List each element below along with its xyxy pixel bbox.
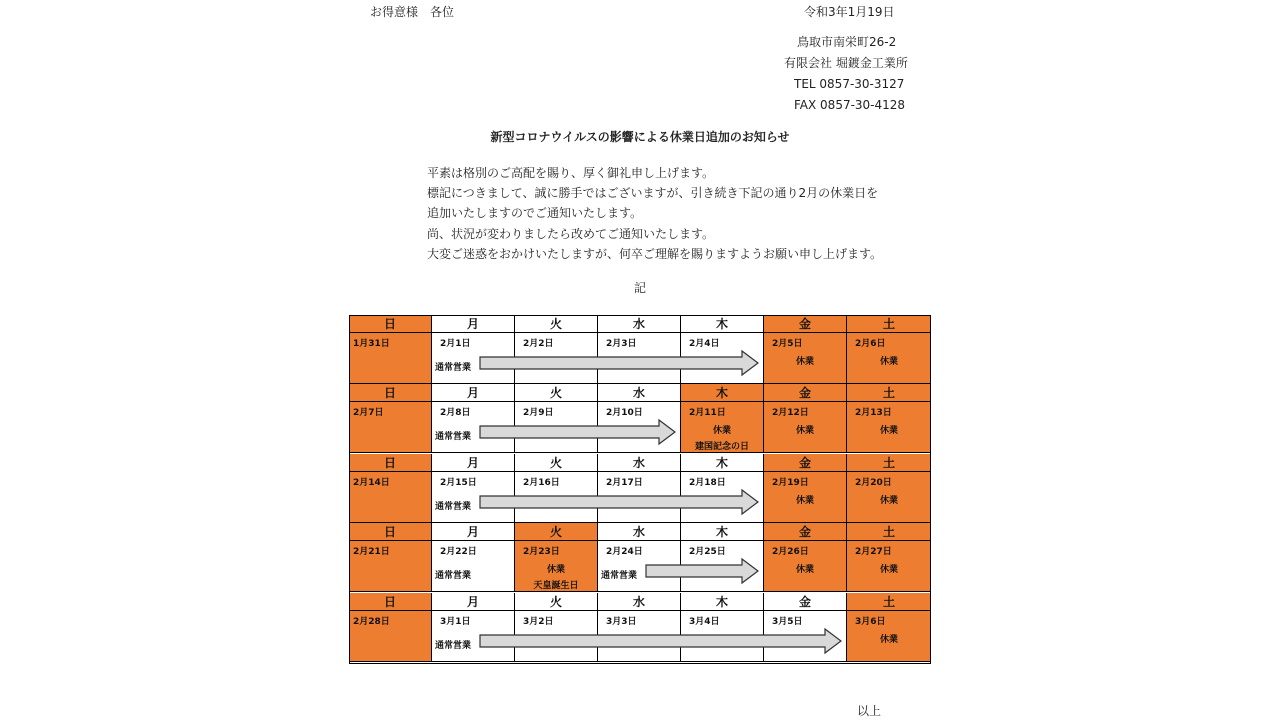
day-date: 2月1日	[440, 339, 471, 349]
day-date: 2月15日	[440, 478, 477, 488]
weekday-header: 金	[764, 593, 847, 611]
weekday-header: 金	[764, 454, 847, 472]
open-day-cell	[432, 541, 515, 592]
normal-operation-arrow	[645, 557, 760, 585]
closed-day-cell	[847, 333, 931, 384]
document-date: 令和3年1月19日	[804, 5, 895, 19]
weekday-header: 火	[515, 454, 598, 472]
notice-title: 新型コロナウイルスの影響による休業日追加のお知らせ	[490, 130, 790, 144]
day-date: 2月17日	[606, 478, 643, 488]
weekday-header: 土	[847, 593, 931, 611]
weekday-header: 水	[598, 593, 681, 611]
closed-day-cell	[764, 402, 847, 453]
normal-operation-arrow	[479, 627, 843, 655]
closed-day-cell	[681, 402, 764, 453]
closed-day-cell	[847, 472, 931, 523]
closure-label: 休業	[712, 426, 731, 436]
body-line: 平素は格別のご高配を賜り、厚く御礼申し上げます。	[427, 166, 715, 180]
weekday-header: 水	[598, 523, 681, 541]
day-date: 2月24日	[606, 547, 643, 557]
weekday-header: 木	[681, 454, 764, 472]
day-date: 2月20日	[855, 478, 892, 488]
weekday-header: 月	[432, 384, 515, 402]
weekday-header: 水	[598, 315, 681, 333]
normal-operation-arrow	[479, 349, 760, 377]
day-date: 2月9日	[523, 408, 554, 418]
closed-day-cell	[349, 472, 432, 523]
recipient-line: お得意様 各位	[370, 5, 455, 19]
weekday-header: 火	[515, 384, 598, 402]
day-date: 1月31日	[353, 339, 390, 349]
ki-marker: 記	[634, 281, 647, 295]
closure-label: 休業	[795, 496, 814, 506]
weekday-header: 水	[598, 454, 681, 472]
weekday-header: 土	[847, 315, 931, 333]
day-date: 2月5日	[772, 339, 803, 349]
closure-label: 休業	[795, 426, 814, 436]
day-date: 3月5日	[772, 617, 803, 627]
closed-day-cell	[847, 541, 931, 592]
day-date: 2月11日	[689, 408, 726, 418]
closed-day-cell	[764, 333, 847, 384]
weekday-header: 土	[847, 523, 931, 541]
sender-company: 有限会社 堀鍍金工業所	[784, 56, 908, 70]
sender-address: 鳥取市南栄町26-2	[797, 35, 897, 49]
weekday-header: 日	[349, 593, 432, 611]
body-line: 追加いたしますのでご通知いたします。	[427, 206, 643, 220]
normal-operation-label: 通常営業	[435, 502, 472, 512]
closed-day-cell	[764, 472, 847, 523]
body-line: 大変ご迷惑をおかけいたしますが、何卒ご理解を賜りますようお願い申し上げます。	[427, 247, 883, 261]
day-date: 2月21日	[353, 547, 390, 557]
weekday-header: 土	[847, 384, 931, 402]
weekday-header: 木	[681, 315, 764, 333]
normal-operation-label: 通常営業	[435, 432, 472, 442]
closing-mark: 以上	[857, 704, 882, 718]
weekday-header: 月	[432, 523, 515, 541]
weekday-header: 木	[681, 384, 764, 402]
closed-day-cell	[847, 611, 931, 662]
weekday-header: 金	[764, 315, 847, 333]
day-date: 2月8日	[440, 408, 471, 418]
day-date: 2月26日	[772, 547, 809, 557]
day-date: 2月7日	[353, 408, 384, 418]
weekday-header: 日	[349, 523, 432, 541]
normal-operation-label: 通常営業	[601, 571, 638, 581]
day-date: 2月22日	[440, 547, 477, 557]
closed-day-cell	[349, 611, 432, 662]
closure-label: 休業	[546, 565, 565, 575]
closure-label: 休業	[879, 496, 898, 506]
day-date: 2月4日	[689, 339, 720, 349]
closed-day-cell	[764, 541, 847, 592]
day-date: 2月3日	[606, 339, 637, 349]
weekday-header: 火	[515, 593, 598, 611]
closed-day-cell	[349, 333, 432, 384]
day-date: 3月4日	[689, 617, 720, 627]
day-date: 3月6日	[855, 617, 886, 627]
closed-day-cell	[515, 541, 598, 592]
closed-day-cell	[349, 402, 432, 453]
closure-label: 休業	[879, 357, 898, 367]
day-date: 2月12日	[772, 408, 809, 418]
weekday-header: 金	[764, 384, 847, 402]
holiday-name: 天皇誕生日	[533, 581, 579, 591]
day-date: 2月6日	[855, 339, 886, 349]
weekday-header: 月	[432, 454, 515, 472]
day-date: 2月13日	[855, 408, 892, 418]
weekday-header: 日	[349, 454, 432, 472]
day-date: 2月25日	[689, 547, 726, 557]
weekday-header: 木	[681, 593, 764, 611]
weekday-header: 木	[681, 523, 764, 541]
day-date: 3月2日	[523, 617, 554, 627]
body-line: 尚、状況が変わりましたら改めてご通知いたします。	[427, 227, 715, 241]
day-date: 3月3日	[606, 617, 637, 627]
sender-tel: TEL 0857-30-3127	[794, 77, 905, 91]
normal-operation-arrow	[479, 418, 677, 446]
day-date: 2月19日	[772, 478, 809, 488]
day-date: 3月1日	[440, 617, 471, 627]
closure-label: 休業	[879, 565, 898, 575]
day-date: 2月18日	[689, 478, 726, 488]
normal-operation-label: 通常営業	[435, 571, 472, 581]
closed-day-cell	[847, 402, 931, 453]
day-date: 2月16日	[523, 478, 560, 488]
weekday-header: 火	[515, 315, 598, 333]
day-date: 2月2日	[523, 339, 554, 349]
weekday-header: 日	[349, 315, 432, 333]
closure-label: 休業	[795, 565, 814, 575]
closure-label: 休業	[879, 635, 898, 645]
normal-operation-label: 通常営業	[435, 363, 472, 373]
day-date: 2月14日	[353, 478, 390, 488]
weekday-header: 月	[432, 315, 515, 333]
day-date: 2月10日	[606, 408, 643, 418]
weekday-header: 日	[349, 384, 432, 402]
closed-day-cell	[349, 541, 432, 592]
holiday-name: 建国記念の日	[694, 442, 749, 452]
weekday-header: 土	[847, 454, 931, 472]
normal-operation-label: 通常営業	[435, 641, 472, 651]
weekday-header: 水	[598, 384, 681, 402]
closure-label: 休業	[795, 357, 814, 367]
weekday-header: 火	[515, 523, 598, 541]
day-date: 2月23日	[523, 547, 560, 557]
closure-label: 休業	[879, 426, 898, 436]
weekday-header: 月	[432, 593, 515, 611]
weekday-header: 金	[764, 523, 847, 541]
day-date: 2月28日	[353, 617, 390, 627]
normal-operation-arrow	[479, 488, 760, 516]
day-date: 2月27日	[855, 547, 892, 557]
body-line: 標記につきまして、誠に勝手ではございますが、引き続き下記の通り2月の休業日を	[427, 186, 879, 200]
sender-fax: FAX 0857-30-4128	[794, 98, 906, 112]
holiday-calendar	[349, 315, 931, 664]
